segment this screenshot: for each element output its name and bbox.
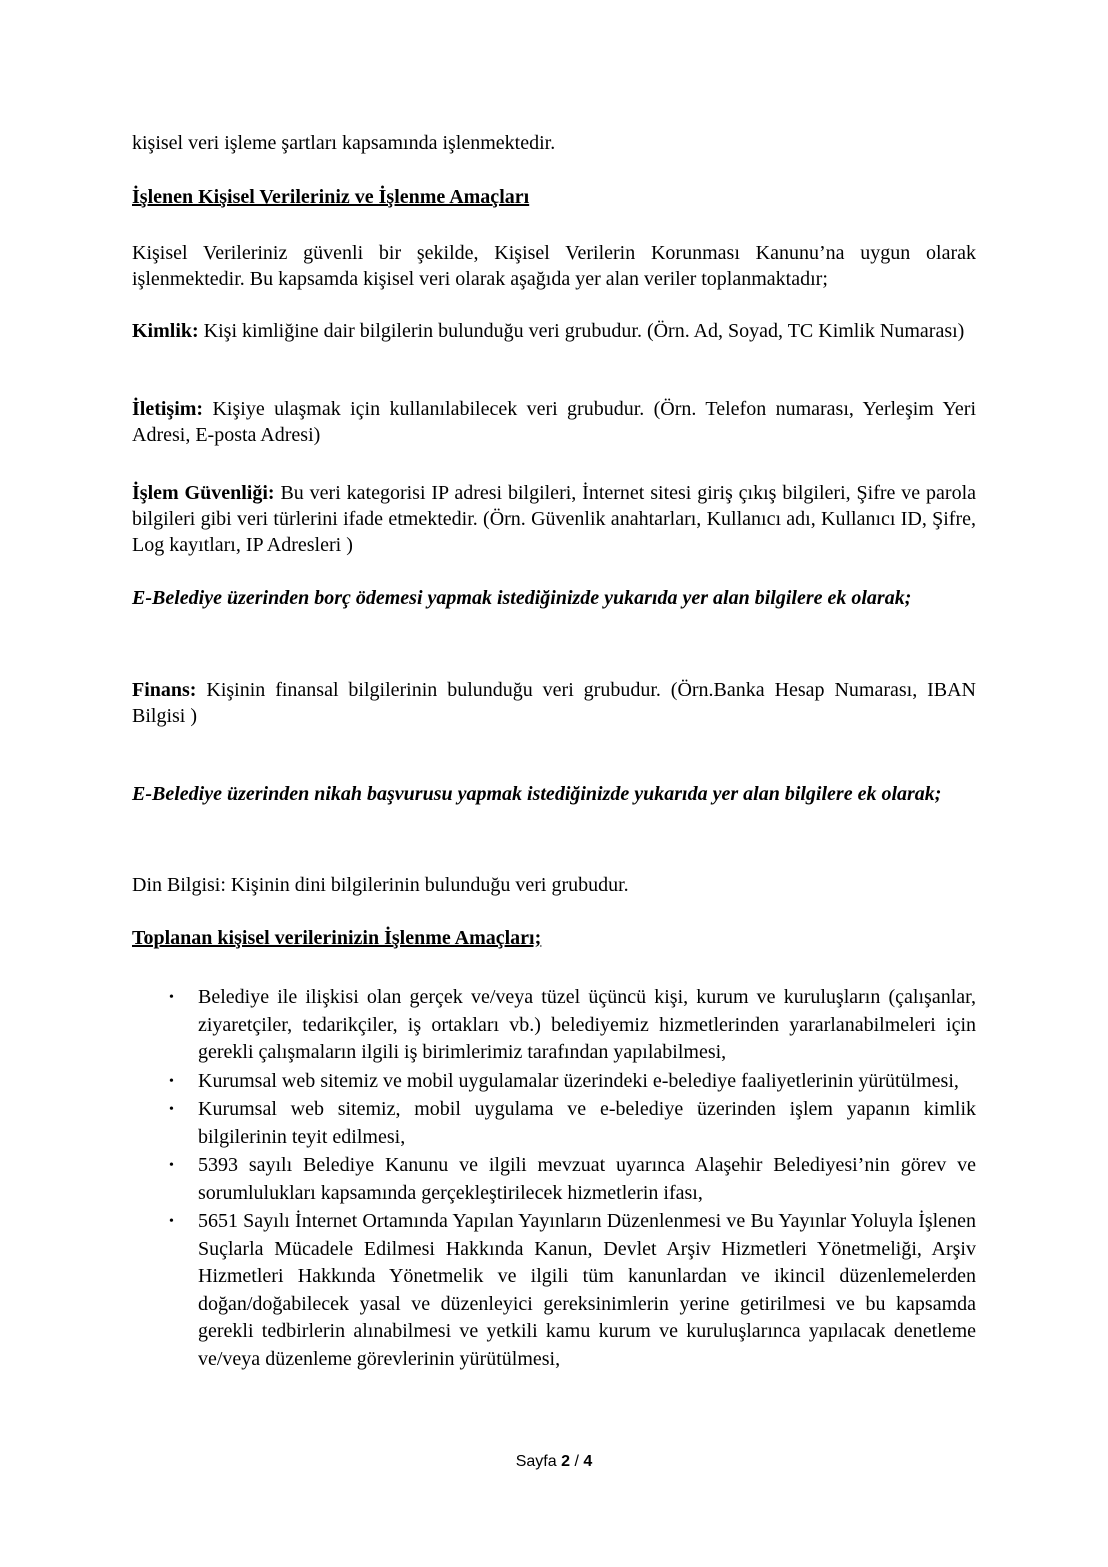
category-iletisim [132, 396, 976, 448]
list-item-text: 5393 sayılı Belediye Kanunu ve ilgili mevzuat uyarınca Alaşehir Belediyesi’nin görev ve sorumlulukları kapsamında gerçekleştirilecek hizmetlerin ifası, [198, 1154, 976, 1204]
finance-text: Kişinin finansal bilgilerinin bulunduğu veri grubudur. (Örn.Banka Hesap Numarası, IBAN Bilgisi ) [132, 679, 977, 727]
category-text: Kişi kimliğine dair bilgilerin bulunduğu veri grubudur. (Örn. Ad, Soyad, TC Kimlik Numarası) [203, 320, 965, 342]
section1-heading-block [132, 184, 976, 210]
bullet-icon: • [169, 1158, 174, 1173]
bullet-icon: • [169, 1073, 174, 1089]
page-footer [0, 1452, 1108, 1472]
list-item-text: Kurumsal web sitemiz, mobil uygulama ve e-belediye üzerinden işlem yapanın kimlik bilgilerinin teyit edilmesi, [198, 1098, 976, 1148]
finance-block [132, 677, 976, 729]
list-item-text: 5651 Sayılı İnternet Ortamında Yapılan Yayınların Düzenlenmesi ve Bu Yayınlar Yoluyla İşlenen Suçlarla Mücadele Edilmesi Hakkında Kanun, Devlet Arşiv Hizmetleri Yönetmeliği, Arşiv Hizmetleri Hakkında Yönetmelik ve ilgili tüm kanunlardan ve ikincil düzenlemelerden doğan/doğabilecek yasal ve düzenleyici gereksinimlerin yerine getirilmesi ve bu kapsamda gerekli tedbirlerin alınabilmesi ve yetkili kamu kurum ve kuruluşlarınca yapılacak denetleme ve/veya düzenleme görevlerinin yürütülmesi, [198, 1210, 976, 1370]
list-item [132, 1096, 976, 1151]
purposes-heading: Toplanan kişisel verilerinizin İşlenme Amaçları; [132, 927, 542, 949]
footer-current-page: 2 [561, 1453, 570, 1470]
section1-paragraph: Kişisel Verileriniz güvenli bir şekilde, Kişisel Verilerin Korunması Kanunu’na uygun olarak işlenmektedir. Bu kapsamda kişisel veri olarak aşağıda yer alan veriler toplanmaktadır; [132, 242, 976, 290]
list-item [132, 984, 976, 1067]
footer-separator: / [574, 1453, 579, 1470]
religion-block [132, 872, 976, 898]
list-item [132, 1068, 976, 1096]
category-label: İletişim: [132, 398, 204, 420]
purposes-list-block [132, 984, 976, 1374]
footer-prefix: Sayfa [515, 1453, 557, 1470]
section1-paragraph-block [132, 240, 976, 292]
list-item-text: Kurumsal web sitemiz ve mobil uygulamalar üzerindeki e-belediye faaliyetlerinin yürütülmesi, [198, 1069, 959, 1092]
purposes-heading-block [132, 925, 976, 951]
category-kimlik [132, 318, 976, 344]
intro-line: kişisel veri işleme şartları kapsamında işlenmektedir. [132, 132, 556, 154]
section1-heading: İşlenen Kişisel Verileriniz ve İşlenme Amaçları [132, 186, 530, 208]
list-item [132, 1152, 976, 1207]
footer-total-pages: 4 [583, 1453, 593, 1470]
category-text: Bu veri kategorisi IP adresi bilgileri, İnternet sitesi giriş çıkış bilgileri, Şifre ve parola bilgileri gibi veri türlerini ifade etmektedir. (Örn. Güvenlik anahtarları, Kullanıcı adı, Kullanıcı ID, Şifre, Log kayıtları, IP Adresleri ) [132, 482, 977, 556]
list-item-text: Belediye ile ilişkisi olan gerçek ve/veya tüzel üçüncü kişi, kurum ve kuruluşların (çalışanlar, ziyaretçiler, tedarikçiler, iş ortakları vb.) belediyemiz hizmetlerinden yararlanabilmeleri için gerekli çalışmaların ilgili iş birimlerimiz tarafından yapılabilmesi, [198, 986, 976, 1063]
debt-payment-note-block [132, 582, 976, 614]
intro-block [132, 130, 976, 156]
category-label: Kimlik: [132, 320, 199, 342]
marriage-note: E-Belediye üzerinden nikah başvurusu yapmak istediğinizde yukarıda yer alan bilgilere ek olarak; [132, 783, 942, 805]
marriage-note-block [132, 778, 976, 810]
debt-payment-note: E-Belediye üzerinden borç ödemesi yapmak istediğinizde yukarıda yer alan bilgilere ek olarak; [132, 587, 912, 609]
finance-label: Finans: [132, 679, 197, 701]
category-label: İşlem Güvenliği: [132, 482, 275, 504]
purposes-list [132, 984, 976, 1373]
bullet-icon: • [169, 1214, 174, 1229]
bullet-icon: • [169, 1102, 174, 1117]
category-islem-guvenligi [132, 480, 976, 558]
category-text: Kişiye ulaşmak için kullanılabilecek veri grubudur. (Örn. Telefon numarası, Yerleşim Yeri Adresi, E-posta Adresi) [132, 398, 977, 446]
religion-text: Din Bilgisi: Kişinin dini bilgilerinin bulunduğu veri grubudur. [132, 874, 629, 896]
bullet-icon: • [169, 990, 174, 1005]
list-item [132, 1208, 976, 1373]
